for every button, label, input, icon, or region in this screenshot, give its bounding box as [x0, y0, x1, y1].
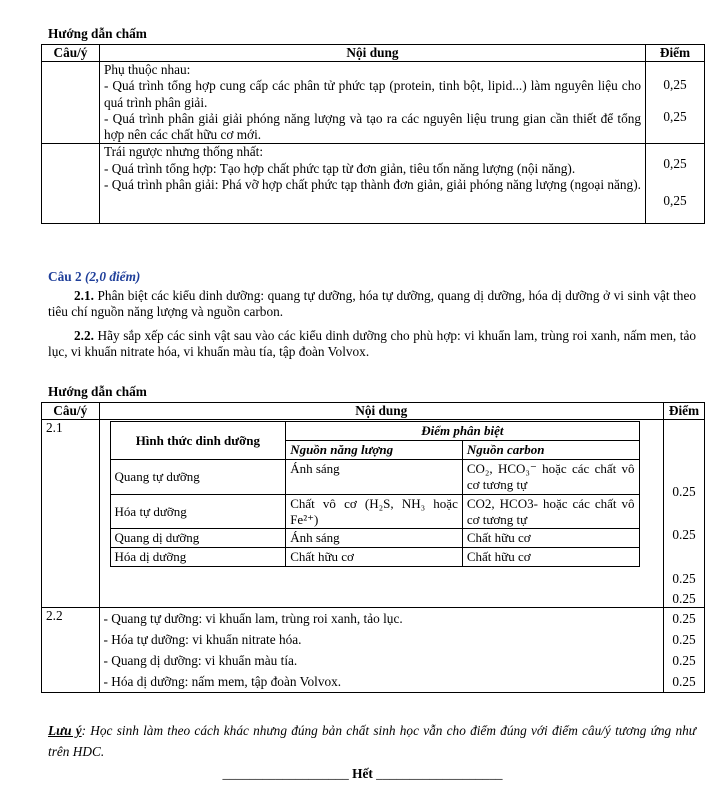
inner-col-header: Nguồn năng lượng: [286, 441, 463, 460]
row-label: 2.1: [42, 420, 100, 608]
point: 0.25: [672, 653, 696, 669]
question-heading: [48, 269, 140, 285]
point: 0.25: [672, 674, 696, 690]
point: 0.25: [672, 527, 696, 543]
inner-group-header: Điểm phân biệt: [286, 422, 639, 441]
inner-row: Hóa tự dưỡng Chất vô cơ (H₂S, NH₃ hoặc Fe²⁺) CO2, HCO3- hoặc các chất vô cơ tương tự: [110, 494, 639, 529]
inner-header-row: [110, 422, 639, 441]
grading-table-1: [41, 44, 705, 224]
row-text: - Hóa tự dưỡng: vi khuẩn nitrate hóa.: [103, 632, 302, 648]
guide-title: Hướng dẫn chấm: [48, 384, 147, 399]
question-part-2: 2.2. Hãy sắp xếp các sinh vật sau vào các kiểu dinh dưỡng cho phù hợp: vi khuẩn lam, trùng roi xanh, nấm men, tảo lục, vi khuẩn nitrate hóa, vi khuẩn màu tía, tập đoàn Volvox.: [48, 328, 696, 360]
point: 0,25: [663, 76, 687, 92]
point: 0.25: [672, 590, 696, 606]
inner-row: Hóa dị dưỡng Chất hữu cơ Chất hữu cơ: [110, 548, 639, 567]
question-score: (2,0 điểm): [84, 269, 141, 284]
row-text: - Hóa dị dưỡng: nấm mem, tập đoàn Volvox.: [103, 674, 342, 690]
col-header: Câu/ý: [42, 45, 100, 62]
table-header-row: [42, 403, 705, 420]
end-word: Hết: [352, 766, 373, 781]
row-text: - Quá trình phân giải giải phóng năng lượng và tạo ra các nguyên liệu trung gian cần thiết để tổng hợp nên các chất hữu cơ mới.: [103, 110, 642, 143]
nutrition-table: [110, 421, 640, 567]
inner-col-header: Nguồn carbon: [462, 441, 639, 460]
table-row: [42, 62, 705, 144]
grading-table-2: [41, 402, 705, 693]
col-header: Điểm: [646, 45, 705, 62]
table-row: [42, 144, 705, 223]
point: 0.25: [672, 570, 696, 586]
point: 0.25: [672, 611, 696, 627]
inner-col-header: Hình thức dinh dưỡng: [110, 422, 286, 460]
col-header: Điểm: [664, 403, 705, 420]
point: 0.25: [672, 484, 696, 500]
table-row: [42, 420, 705, 608]
point: 0,25: [663, 192, 687, 208]
inner-row: Quang tự dưỡng Ánh sáng CO₂, HCO₃⁻ hoặc các chất vô cơ tương tự: [110, 459, 639, 494]
row-text: - Quang tự dưỡng: vi khuẩn lam, trùng roi xanh, tảo lục.: [103, 611, 403, 627]
point: 0,25: [663, 156, 687, 172]
row-text: - Quá trình tổng hợp cung cấp các phân tử phức tạp (protein, tinh bột, lipid...) làm nguyên liệu cho quá trình phân giải.: [103, 78, 642, 110]
table-row: [42, 608, 705, 693]
question-label: Câu 2: [48, 269, 82, 284]
row-label: 2.2: [42, 608, 100, 693]
end-marker: ___________________ Hết ___________________: [222, 766, 503, 781]
row-heading: Phụ thuộc nhau:: [103, 62, 191, 78]
table-header-row: [42, 45, 705, 62]
question-part-1: 2.1. Phân biệt các kiểu dinh dưỡng: quang tự dưỡng, hóa tự dưỡng, quang dị dưỡng, hóa dị dưỡng ở vi sinh vật theo tiêu chí nguồn năng lượng và nguồn carbon.: [48, 288, 696, 320]
col-header: Nội dung: [99, 403, 663, 420]
guide-title: Hướng dẫn chấm: [48, 26, 147, 41]
note-label: Lưu ý: [48, 723, 82, 738]
row-text: - Quang dị dưỡng: vi khuẩn màu tía.: [103, 653, 298, 669]
row-text: - Quá trình tổng hợp: Tạo hợp chất phức tạp từ đơn giản, tiêu tốn năng lượng (nội năng).: [103, 160, 576, 176]
note-text: : Học sinh làm theo cách khác nhưng đúng bản chất sinh học vẫn cho điểm đúng với điểm câu/ý tương ứng như trên HDC.: [48, 723, 696, 760]
note: [48, 720, 696, 763]
point: 0.25: [672, 632, 696, 648]
col-header: Câu/ý: [42, 403, 100, 420]
row-heading: Trái ngược nhưng thống nhất:: [103, 144, 264, 160]
point: 0,25: [663, 108, 687, 124]
inner-row: Quang dị dưỡng Ánh sáng Chất hữu cơ: [110, 529, 639, 548]
row-text: - Quá trình phân giải: Phá vỡ hợp chất phức tạp thành đơn giản, giải phóng năng lượng (ngoại năng).: [103, 176, 641, 192]
col-header: Nội dung: [99, 45, 645, 62]
